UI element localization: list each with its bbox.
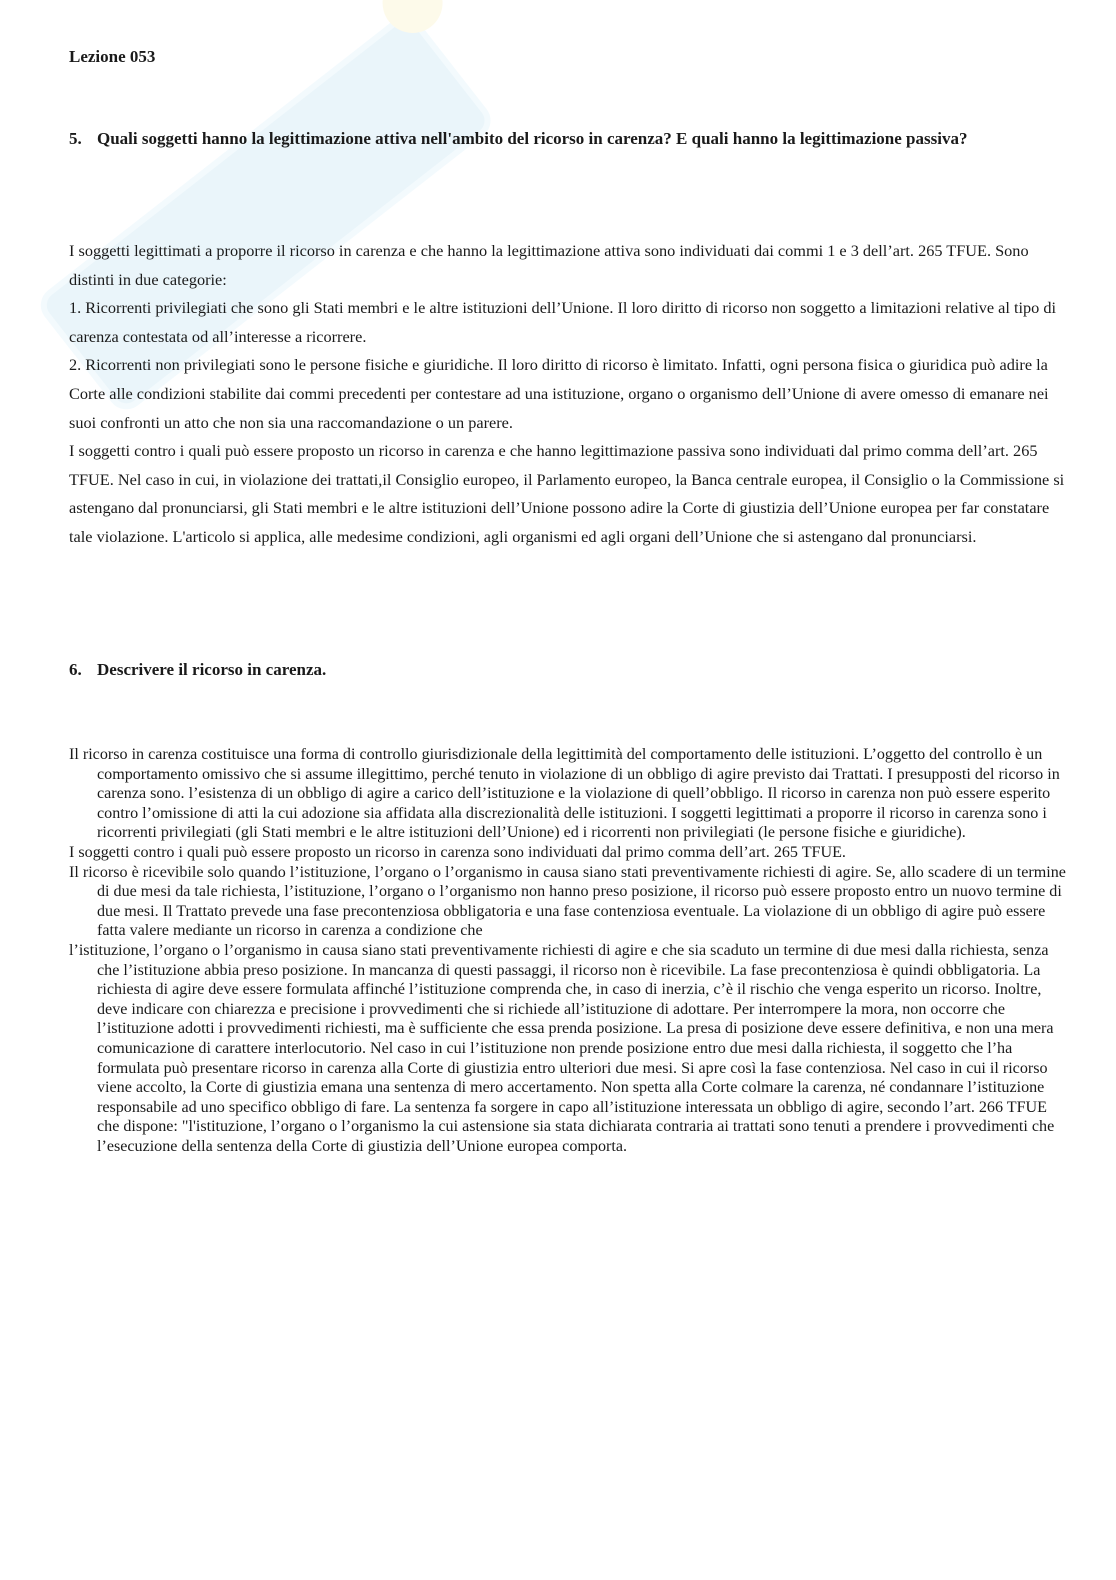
answer-6-paragraph: l’istituzione, l’organo o l’organismo in causa siano stati preventivamente richiesti di agire e che sia scaduto un termine di due mesi dalla richiesta, senza che l’istituzione abbia preso posizione. In mancanza di questi passaggi, il ricorso non è ricevibile. La fase precontenziosa è quindi obbligatoria. La richiesta di agire deve essere formulata affinché l’istituzione comprenda che, in caso di inerzia, c’è il rischio che venga esperito un ricorso. Inoltre, deve indicare con chiarezza e precisione i provvedimenti che si richiede all’istituzione di adottare. Per interrompere la mora, non occorre che l’istituzione adotti i provvedimenti richiesti, ma è sufficiente che essa prenda posizione. La presa di posizione deve essere definitiva, e non una mera comunicazione di carattere interlocutorio. Nel caso in cui l’istituzione non prende posizione entro due mesi dalla richiesta, il soggetto che l’ha formulata può presentare ricorso in carenza alla Corte di giustizia entro ulteriori due mesi. Si apre così la fase contenziosa. Nel caso in cui il ricorso viene accolto, la Corte di giustizia emana una sentenza di mero accertamento. Non spetta alla Corte colmare la carenza, né condannare l’istituzione responsabile ad uno specifico obbligo di fare. La sentenza fa sorgere in capo all’istituzione interessata un obbligo di agire, secondo l’art. 266 TFUE che dispone: "l'istituzione, l’organo o l’organismo la cui astensione sia stata dichiarata contraria ai trattati sono tenuti a prendere i provvedimenti che l’esecuzione della sentenza della Corte di giustizia dell’Unione europea comporta. <box>69 941 1055 1155</box>
question-6-text: Descrivere il ricorso in carenza. <box>97 660 327 679</box>
answer-6-paragraph: Il ricorso è ricevibile solo quando l’istituzione, l’organo o l’organismo in causa siano stati preventivamente richiesti di agire. Se, allo scadere di un termine di due mesi da tale richiesta, l’istituzione, l’organo o l’organismo non hanno preso posizione, il ricorso può essere proposto entro un nuovo termine di due mesi. Il Trattato prevede una fase precontenziosa obbligatoria e una fase contenziosa eventuale. La violazione di un obbligo di agire può essere fatta valere mediante un ricorso in carenza a condizione che <box>69 863 1066 940</box>
answer-6-paragraph: Il ricorso in carenza costituisce una forma di controllo giurisdizionale della legittimità del comportamento delle istituzioni. L’oggetto del controllo è un comportamento omissivo che si assume illegittimo, perché tenuto in violazione di un obbligo di agire previsto dai Trattati. I presupposti del ricorso in carenza sono. l’esistenza di un obbligo di agire a carico dell’istituzione e la violazione di quell’obbligo. Il ricorso in carenza non può essere esperito contro l’omissione di atti la cui adozione sia affidata alla discrezionalità delle istituzioni. I soggetti legittimati a proporre il ricorso in carenza sono i ricorrenti privilegiati (gli Stati membri e le altre istituzioni dell’Unione) ed i ricorrenti non privilegiati (le persone fisiche e giuridiche). <box>69 746 1060 842</box>
question-5 <box>69 129 967 149</box>
answer-5 <box>69 237 1069 552</box>
answer-5-paragraph: I soggetti contro i quali può essere proposto un ricorso in carenza e che hanno legittimazione passiva sono individuati dal primo comma dell’art. 265 TFUE. Nel caso in cui, in violazione dei trattati,il Consiglio europeo, il Parlamento europeo, la Banca centrale europea, il Consiglio o la Commissione si astengano dal pronunciarsi, gli Stati membri e le altre istituzioni dell’Unione possono adire la Corte di giustizia dell’Unione europea per far constatare tale violazione. L'articolo si applica, alle medesime condizioni, agli organismi ed agli organi dell’Unione che si astengano dal pronunciarsi. <box>69 441 1065 546</box>
question-5-text: Quali soggetti hanno la legittimazione attiva nell'ambito del ricorso in carenza? E quali hanno la legittimazione passiva? <box>97 129 968 148</box>
question-6-number: 6. <box>69 660 82 679</box>
answer-5-paragraph: I soggetti legittimati a proporre il ricorso in carenza e che hanno la legittimazione attiva sono individuati dai commi 1 e 3 dell’art. 265 TFUE. Sono distinti in due categorie: <box>69 241 1029 289</box>
answer-5-paragraph: 2. Ricorrenti non privilegiati sono le persone fisiche e giuridiche. Il loro diritto di ricorso è limitato. Infatti, ogni persona fisica o giuridica può adire la Corte alle condizioni stabilite dai commi precedenti per contestare ad una istituzione, organo o organismo dell’Unione di avere omesso di emanare nei suoi confronti un atto che non sia una raccomandazione o un parere. <box>69 355 1049 432</box>
lesson-title: Lezione 053 <box>69 47 156 66</box>
answer-5-paragraph: 1. Ricorrenti privilegiati che sono gli Stati membri e le altre istituzioni dell’Unione. Il loro diritto di ricorso non soggetto a limitazioni relative al tipo di carenza contestata od all’interesse a ricorrere. <box>69 298 1057 346</box>
question-6 <box>69 660 326 680</box>
question-5-number: 5. <box>69 129 82 148</box>
answer-6 <box>69 745 1073 1156</box>
answer-6-paragraph: I soggetti contro i quali può essere proposto un ricorso in carenza sono individuati dal primo comma dell’art. 265 TFUE. <box>69 843 846 861</box>
